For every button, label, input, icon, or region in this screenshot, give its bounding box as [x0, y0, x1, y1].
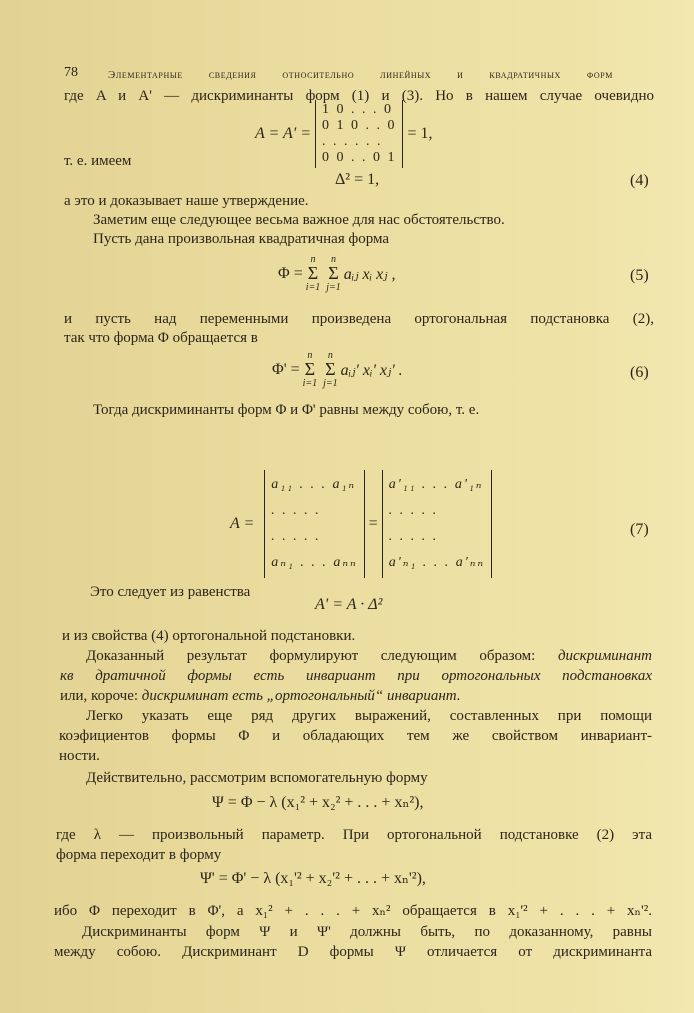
equation-label: (4)	[630, 172, 649, 189]
page-number: 78	[64, 65, 78, 80]
text-line: Пусть дана произвольная квадратичная форма	[93, 231, 390, 247]
text-line: Легко указать еще ряд других выражений, составленных при помощи	[86, 708, 652, 724]
equation-determinant-identity	[255, 100, 433, 168]
text-line: или, короче: дискриминат есть „ортогональный“ инвариант.	[60, 688, 461, 704]
eq-text: Ψ = Φ − λ (x₁² + x₂² + . . . + xₙ²),	[212, 794, 424, 811]
sum-symbol: n Σ j=1	[323, 350, 338, 389]
eq-lhs: A = A' =	[255, 125, 311, 142]
text-line: между собою. Дискриминант D формы Ψ отличается от дискриминанта	[54, 944, 652, 960]
text-line: ности.	[59, 748, 100, 764]
text-line: где λ — произвольный параметр. При ортогональной подстановке (2) эта	[56, 827, 652, 843]
equation-7	[230, 470, 496, 578]
text-line: Действительно, рассмотрим вспомогательную форму	[86, 770, 428, 786]
text-line: кв дратичной формы есть инвариант при ортогональных подстановках	[60, 668, 652, 684]
det-row: . . . . . .	[321, 134, 383, 149]
text-line: т. е. имеем	[64, 153, 132, 169]
eq-lhs: Φ =	[278, 264, 303, 282]
eq-lhs: Φ' =	[272, 360, 300, 378]
text-line: форма переходит в форму	[56, 847, 222, 863]
eq-text: Ψ' = Φ' − λ (x₁'² + x₂'² + . . . + xₙ'²),	[200, 870, 426, 887]
text-line: коэфициентов формы Φ и обладающих тем же свойством инвариант-	[59, 728, 652, 744]
text-line: и пусть над переменными произведена ортогональная подстановка (2),	[64, 311, 654, 327]
equation-4	[335, 171, 379, 189]
equation-psi-prime	[200, 868, 426, 888]
eq-term: aᵢⱼ xᵢ xⱼ ,	[343, 265, 396, 283]
eq-text: Δ² = 1,	[335, 171, 380, 188]
text-line: ибо Φ переходит в Φ', а x₁² + . . . + xₙ² обращается в x₁'² + . . . + xₙ'².	[54, 903, 652, 919]
det-row: 0 0 . . 0 1	[321, 150, 397, 165]
text-line: так что форма Φ обращается в	[64, 330, 258, 346]
determinant: a'₁₁ . . . a'₁ₙ . . . . . . . . . . a'ₙ₁ . . . a'ₙₙ	[382, 470, 492, 578]
equation-label: (7)	[630, 521, 649, 538]
equation-psi	[212, 792, 424, 812]
text-line: Тогда дискриминанты форм Φ и Φ' равны между собою, т. е.	[93, 402, 480, 418]
running-title: Элементарные сведения относительно линейных и квадратичных форм	[108, 69, 613, 81]
det-row: 0 1 0 . . 0	[321, 118, 397, 133]
sum-symbol: n Σ i=1	[305, 254, 321, 293]
equals: =	[368, 515, 378, 532]
eq-rhs: = 1,	[407, 125, 433, 142]
equation-label: (5)	[630, 267, 649, 284]
text-line: Заметим еще следующее весьма важное для нас обстоятельство.	[93, 212, 505, 228]
det-row: 1 0 . . . 0	[321, 102, 393, 117]
eq-lhs: A =	[230, 515, 255, 532]
text-line: а это и доказывает наше утверждение.	[64, 193, 309, 209]
sum-symbol: n Σ j=1	[326, 254, 341, 293]
text-line: Это следует из равенства	[90, 584, 251, 600]
text-line: Дискриминанты форм Ψ и Ψ' должны быть, по доказанному, равны	[82, 924, 652, 940]
eq-term: aᵢⱼ' xᵢ' xⱼ' .	[340, 361, 403, 379]
eq-text: A' = A · Δ²	[315, 596, 383, 613]
text-line: где A и A' — дискриминанты форм (1) и (3). Но в нашем случае очевидно	[64, 88, 654, 104]
equation-label: (6)	[630, 364, 649, 381]
equation-5	[278, 254, 396, 293]
determinant: a₁₁ . . . a₁ₙ . . . . . . . . . . aₙ₁ . . . aₙₙ	[264, 470, 364, 578]
equation-8	[315, 596, 382, 614]
sum-symbol: n Σ i=1	[302, 350, 318, 389]
determinant	[315, 100, 404, 168]
text-line: Доказанный результат формулируют следующим образом: дискриминант	[86, 648, 652, 664]
text-line: и из свойства (4) ортогональной подстановки.	[62, 628, 356, 644]
equation-6	[272, 350, 403, 389]
